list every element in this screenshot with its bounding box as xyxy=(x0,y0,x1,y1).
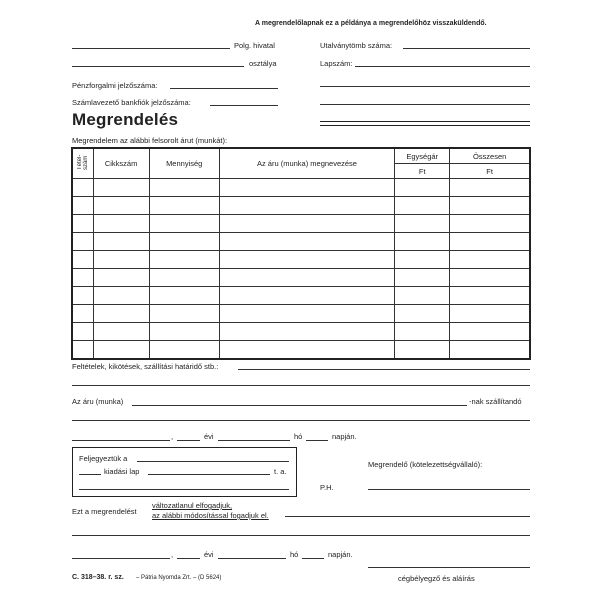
table-cell[interactable] xyxy=(72,197,93,215)
accept-line[interactable] xyxy=(285,516,530,517)
table-cell[interactable] xyxy=(72,287,93,305)
utalvanytomb-line[interactable] xyxy=(403,48,530,49)
table-cell[interactable] xyxy=(450,341,530,360)
publisher: – Pátria Nyomda Zrt. – (D 5624) xyxy=(136,575,222,581)
table-cell[interactable] xyxy=(149,287,219,305)
table-cell[interactable] xyxy=(219,215,394,233)
table-cell[interactable] xyxy=(395,305,450,323)
aru-line-2[interactable] xyxy=(72,420,530,421)
table-cell[interactable] xyxy=(395,179,450,197)
footer-month-line[interactable] xyxy=(218,558,286,559)
aru-label: Az áru (munka) xyxy=(72,397,124,406)
footer-evi-label: évi xyxy=(204,550,214,559)
header-egysegar: Egységár xyxy=(395,148,450,164)
penzforgalmi-line[interactable] xyxy=(170,88,278,89)
table-row xyxy=(72,341,530,360)
footer-ho-label: hó xyxy=(290,550,299,559)
osztalya-label: osztálya xyxy=(249,59,277,68)
kiadasi-line[interactable] xyxy=(148,474,270,475)
table-cell[interactable] xyxy=(395,251,450,269)
table-cell[interactable] xyxy=(149,323,219,341)
table-cell[interactable] xyxy=(450,197,530,215)
feltetelek-line-2[interactable] xyxy=(72,385,530,386)
footer-place-line[interactable] xyxy=(72,558,170,559)
header-cikkszam: Cikkszám xyxy=(93,148,149,179)
table-row xyxy=(72,215,530,233)
table-row xyxy=(72,269,530,287)
table-cell[interactable] xyxy=(93,269,149,287)
header-tetelszam: Tétel-szám xyxy=(72,148,93,179)
table-cell[interactable] xyxy=(93,305,149,323)
right-double-line-2 xyxy=(320,125,530,126)
box-signature-line[interactable] xyxy=(79,489,289,490)
table-row xyxy=(72,233,530,251)
aru-line[interactable] xyxy=(132,405,467,406)
table-cell[interactable] xyxy=(72,269,93,287)
return-notice: A megrendelőlapnak ez a példánya a megrendelőhöz visszaküldendő. xyxy=(255,20,487,27)
feljegyeztuk-label: Feljegyeztük a xyxy=(79,454,128,463)
accept-option-2[interactable]: az alábbi módosítással fogadjuk el. xyxy=(152,511,269,520)
table-cell[interactable] xyxy=(93,197,149,215)
table-cell[interactable] xyxy=(72,251,93,269)
table-cell[interactable] xyxy=(72,341,93,360)
header-ft-unit: Ft xyxy=(395,164,450,179)
lapszam-line[interactable] xyxy=(355,66,530,67)
osztalya-line[interactable] xyxy=(72,66,244,67)
kiadasi-number-line[interactable] xyxy=(79,474,101,475)
header-ft-total: Ft xyxy=(450,164,530,179)
table-cell[interactable] xyxy=(93,341,149,360)
table-cell[interactable] xyxy=(72,323,93,341)
header-osszesen: Összesen xyxy=(450,148,530,164)
accept-option-1[interactable]: változatlanul elfogadjuk, xyxy=(152,501,233,510)
right-blank-line-1[interactable] xyxy=(320,86,530,87)
table-cell[interactable] xyxy=(219,233,394,251)
table-cell[interactable] xyxy=(93,287,149,305)
kiadasi-lap-label: kiadási lap xyxy=(104,467,140,476)
signature-label: cégbélyegző és aláírás xyxy=(398,574,475,583)
table-cell[interactable] xyxy=(149,233,219,251)
table-cell[interactable] xyxy=(72,233,93,251)
table-cell[interactable] xyxy=(395,197,450,215)
table-cell[interactable] xyxy=(72,179,93,197)
comma-1: , xyxy=(171,432,174,441)
table-cell[interactable] xyxy=(450,215,530,233)
page-title: Megrendelés xyxy=(72,110,179,129)
ho-label: hó xyxy=(294,432,303,441)
footer-day-line[interactable] xyxy=(302,558,324,559)
table-cell[interactable] xyxy=(450,305,530,323)
table-cell[interactable] xyxy=(395,269,450,287)
table-cell[interactable] xyxy=(219,305,394,323)
table-cell[interactable] xyxy=(93,323,149,341)
table-cell[interactable] xyxy=(93,179,149,197)
footer-signature-line[interactable] xyxy=(368,567,530,568)
szamlavezeto-line[interactable] xyxy=(210,105,278,106)
table-cell[interactable] xyxy=(395,215,450,233)
table-cell[interactable] xyxy=(149,251,219,269)
date-place-line[interactable] xyxy=(72,440,170,441)
comma-2: , xyxy=(171,550,174,559)
table-cell[interactable] xyxy=(450,287,530,305)
table-cell[interactable] xyxy=(219,179,394,197)
table-intro: Megrendelem az alábbi felsorolt árut (munkát): xyxy=(72,136,228,145)
table-cell[interactable] xyxy=(395,323,450,341)
polg-hivatal-line[interactable] xyxy=(72,48,230,49)
header-mennyiseg: Mennyiség xyxy=(149,148,219,179)
feltetelek-label: Feltételek, kikötések, szállítási határidő stb.: xyxy=(72,362,219,371)
megrendelo-signature-line[interactable] xyxy=(368,489,530,490)
header-megnevezes: Az áru (munka) megnevezése xyxy=(219,148,394,179)
polg-hivatal-label: Polg. hivatal xyxy=(234,41,275,50)
table-cell[interactable] xyxy=(450,269,530,287)
table-row xyxy=(72,287,530,305)
penzforgalmi-label: Pénzforgalmi jelzőszáma: xyxy=(72,81,158,90)
table-cell[interactable] xyxy=(450,233,530,251)
items-table xyxy=(71,147,531,360)
napjan-label: napján. xyxy=(332,432,357,441)
lapszam-label: Lapszám: xyxy=(320,59,353,68)
table-cell[interactable] xyxy=(149,179,219,197)
megrendelo-label: Megrendelő (kötelezettségvállaló): xyxy=(368,460,483,469)
nak-szallitando-label: -nak szállítandó xyxy=(469,397,522,406)
footer-year-line[interactable] xyxy=(177,558,200,559)
table-cell[interactable] xyxy=(149,269,219,287)
footer-napjan-label: napján. xyxy=(328,550,353,559)
accept-label: Ezt a megrendelést xyxy=(72,507,137,516)
table-row xyxy=(72,179,530,197)
table-row xyxy=(72,251,530,269)
table-cell[interactable] xyxy=(149,215,219,233)
table-cell[interactable] xyxy=(93,233,149,251)
table-cell[interactable] xyxy=(219,287,394,305)
right-blank-line-2[interactable] xyxy=(320,104,530,105)
utalvanytomb-label: Utalványtömb száma: xyxy=(320,41,393,50)
table-cell[interactable] xyxy=(450,323,530,341)
table-cell[interactable] xyxy=(93,215,149,233)
day-line[interactable] xyxy=(306,440,328,441)
ta-label: t. a. xyxy=(274,467,287,476)
table-cell[interactable] xyxy=(149,341,219,360)
items-table-body xyxy=(72,179,530,360)
table-cell[interactable] xyxy=(219,269,394,287)
table-cell[interactable] xyxy=(93,251,149,269)
year-line[interactable] xyxy=(177,440,200,441)
month-line[interactable] xyxy=(218,440,290,441)
table-cell[interactable] xyxy=(72,305,93,323)
table-cell[interactable] xyxy=(395,233,450,251)
table-row xyxy=(72,323,530,341)
szamlavezeto-label: Számlavezető bankfiók jelzőszáma: xyxy=(72,98,191,107)
evi-label: évi xyxy=(204,432,214,441)
ph-label: P.H. xyxy=(320,483,334,492)
table-cell[interactable] xyxy=(72,215,93,233)
form-code: C. 318–38. r. sz. xyxy=(72,574,124,581)
table-row xyxy=(72,305,530,323)
accept-line-2[interactable] xyxy=(72,535,530,536)
table-cell[interactable] xyxy=(219,251,394,269)
table-cell[interactable] xyxy=(219,197,394,215)
table-cell[interactable] xyxy=(149,305,219,323)
feljegyeztuk-line[interactable] xyxy=(137,461,289,462)
table-cell[interactable] xyxy=(395,287,450,305)
table-row xyxy=(72,197,530,215)
table-cell[interactable] xyxy=(219,341,394,360)
table-cell[interactable] xyxy=(149,197,219,215)
table-cell[interactable] xyxy=(450,179,530,197)
table-cell[interactable] xyxy=(395,341,450,360)
feltetelek-line[interactable] xyxy=(238,369,530,370)
table-cell[interactable] xyxy=(219,323,394,341)
right-double-line-1 xyxy=(320,121,530,122)
table-cell[interactable] xyxy=(450,251,530,269)
